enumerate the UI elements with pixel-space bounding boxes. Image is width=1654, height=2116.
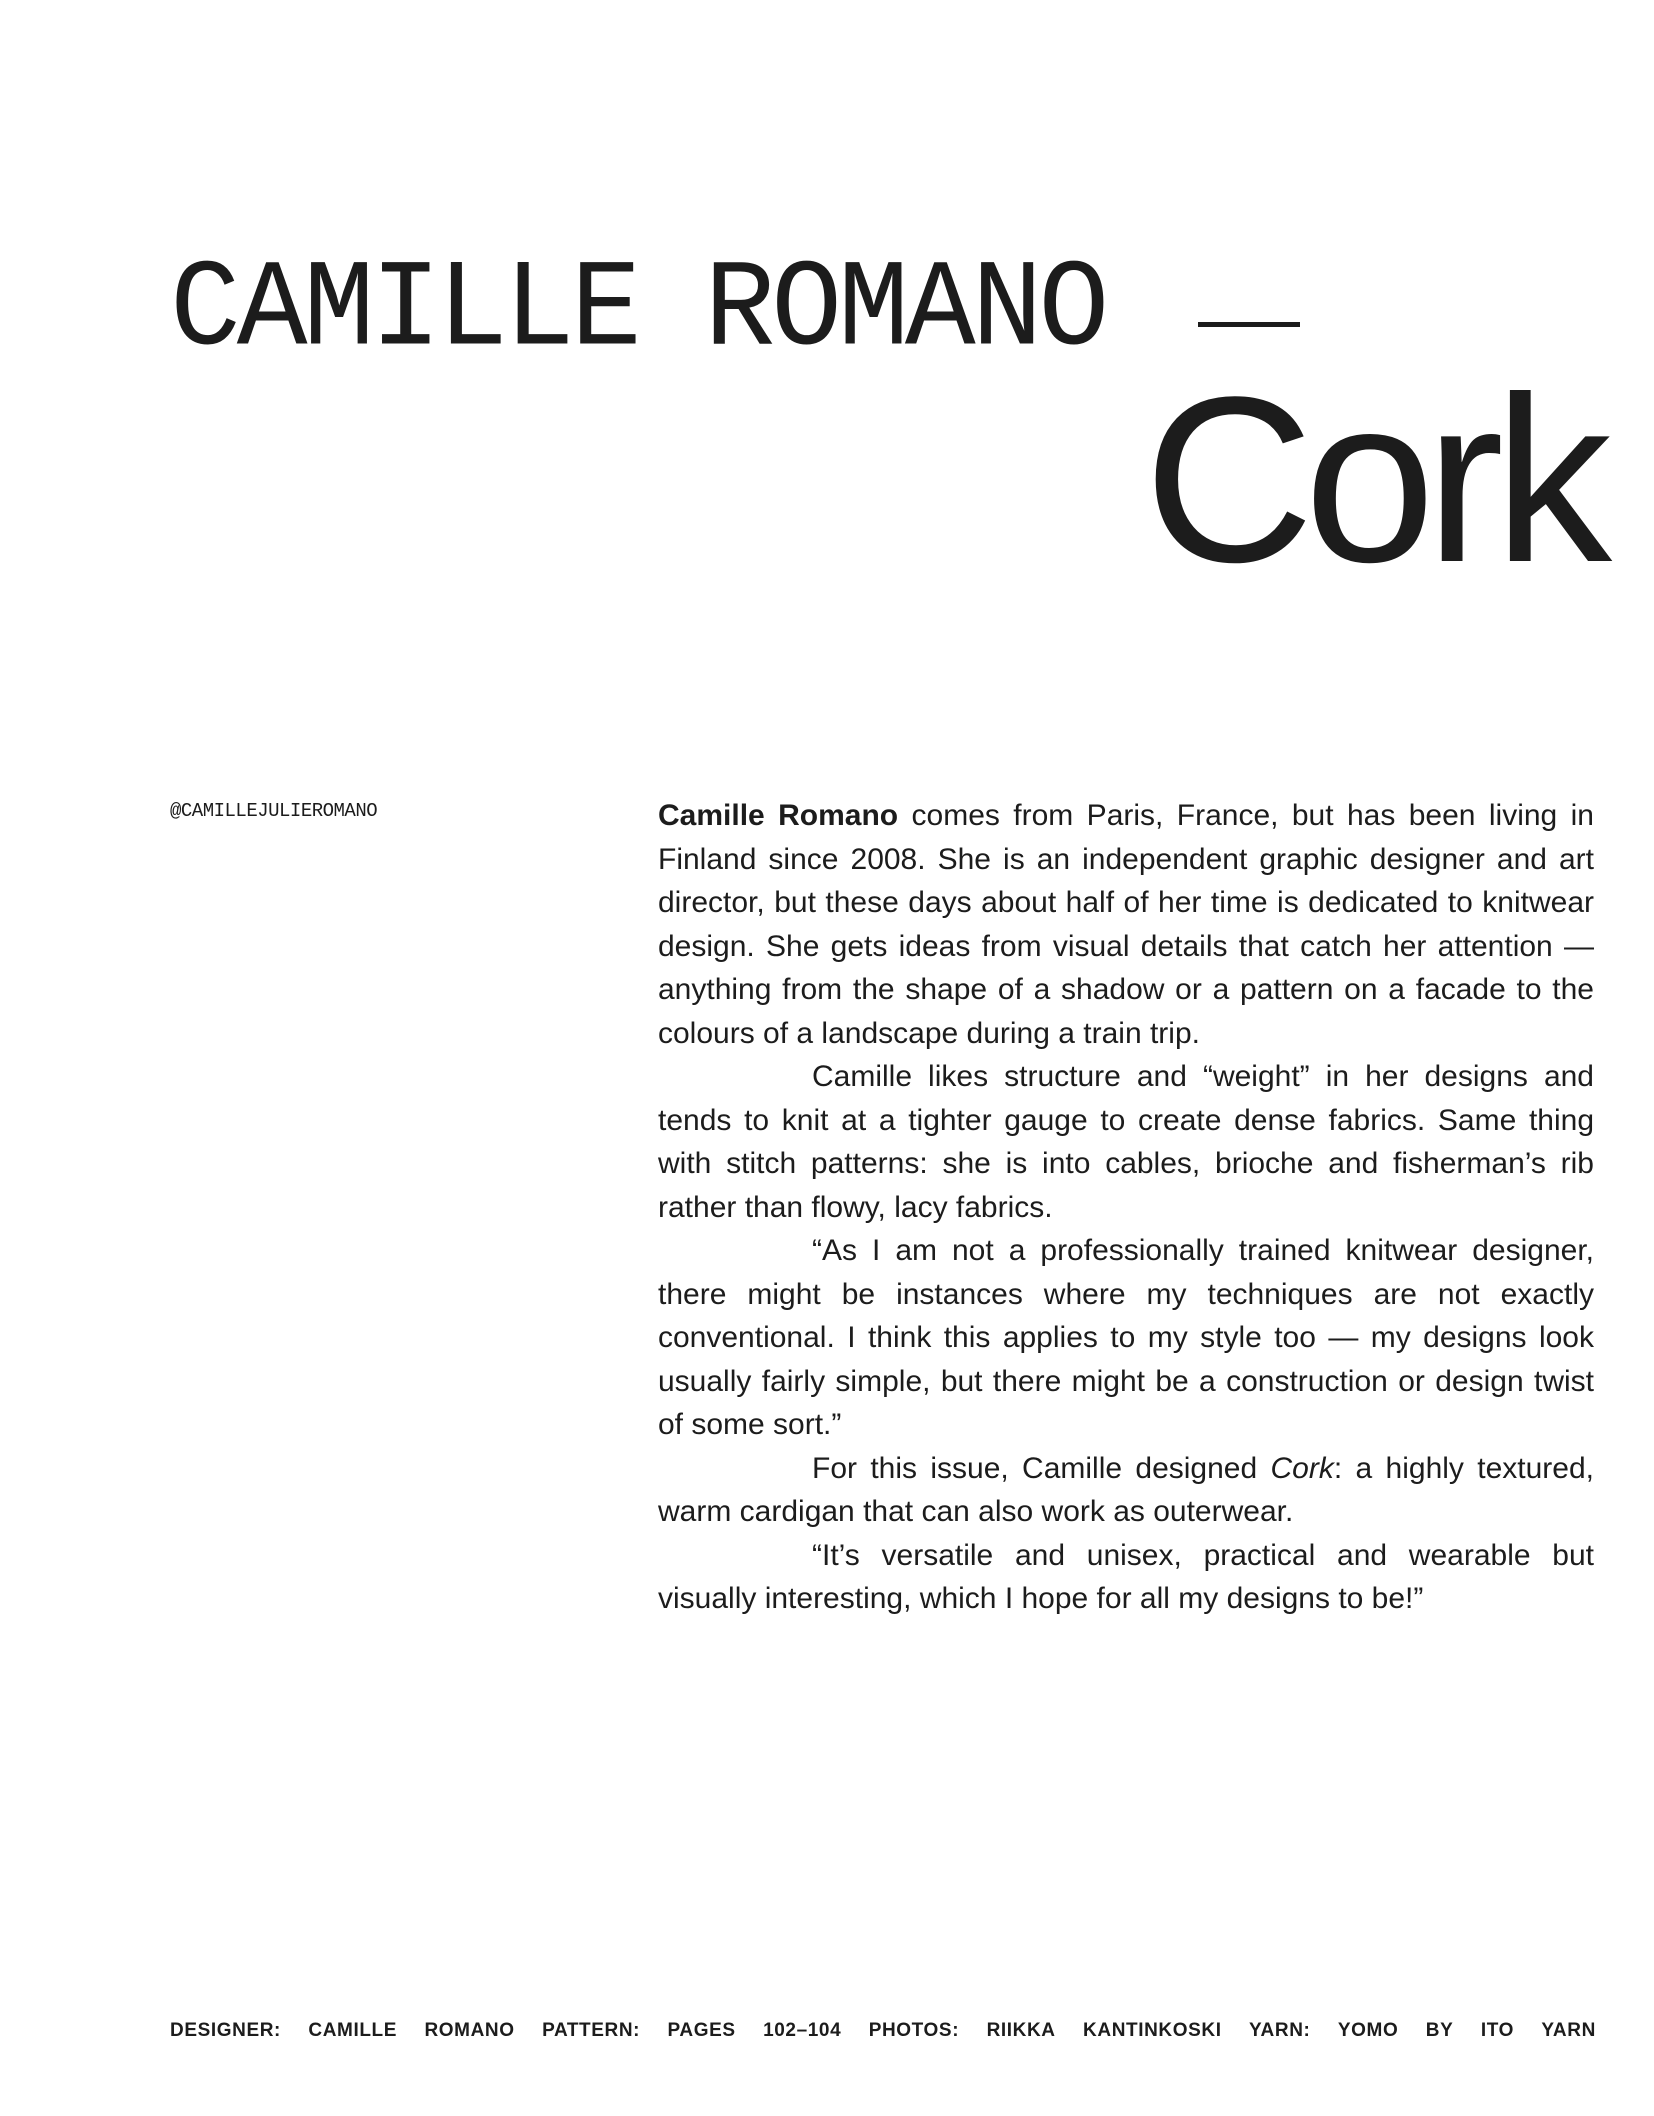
bio-paragraph-2: Camille likes structure and “weight” in her designs and tends to knit at a tighter gauge to create dense fabrics. Same thing with stitch patterns: she is into cables, brioche and fisherman’s rib rather than flowy, lacy fabrics. — [658, 1060, 1594, 1224]
credit-word: PATTERN: — [542, 2020, 641, 2041]
bio-paragraph-4-tail: : a highly textured, warm cardigan that can also work as outerwear. — [658, 1451, 1594, 1528]
credit-word: DESIGNER: — [170, 2020, 281, 2041]
bio-designer-name: Camille Romano — [658, 799, 899, 832]
credit-word: CAMILLE — [308, 2020, 398, 2041]
pattern-title: Cork — [1143, 348, 1602, 612]
social-handle: @CAMILLEJULIEROMANO — [170, 800, 378, 822]
title-dash — [1198, 322, 1300, 327]
credit-word: 102–104 — [763, 2020, 842, 2041]
credit-word: YOMO — [1337, 2020, 1399, 2041]
credit-word: ROMANO — [424, 2020, 515, 2041]
credit-word: BY — [1425, 2020, 1454, 2041]
bio-paragraph-3: “As I am not a professionally trained knitwear designer, there might be instances where my techniques are not exactly conventional. I think this applies to my style too — my designs look usually fairly simple, but there might be a construction or design twist of some sort.” — [658, 1234, 1594, 1441]
bio-paragraph-4-lead: For this issue, Camille designed — [812, 1451, 1271, 1485]
designer-name-heading: CAMILLE ROMANO — [170, 241, 1106, 382]
credits-line — [170, 2020, 1596, 2042]
designer-bio — [658, 794, 1594, 1621]
credit-word: PHOTOS: — [868, 2020, 960, 2041]
bio-pattern-name: Cork — [1270, 1451, 1334, 1485]
bio-paragraph-1-text: comes from Paris, France, but has been living in Finland since 2008. She is an independent graphic designer and art director, but these days about half of her time is dedicated to knitwear design. She gets ideas from visual details that catch her attention — anything from the shape of a shadow or a pattern on a facade to the colours of a landscape during a train trip. — [658, 799, 1594, 1050]
bio-paragraph-4 — [658, 1447, 1594, 1534]
bio-paragraph-5: “It’s versatile and unisex, practical and wearable but visually interesting, which I hope for all my designs to be!” — [658, 1538, 1594, 1615]
bio-paragraph-1 — [658, 794, 1594, 1055]
credit-word: YARN — [1541, 2020, 1596, 2041]
credit-word: ITO — [1480, 2020, 1514, 2041]
credit-word: KANTINKOSKI — [1083, 2020, 1222, 2041]
credit-word: PAGES — [667, 2020, 736, 2041]
credit-word: YARN: — [1249, 2020, 1311, 2041]
credit-word: RIIKKA — [986, 2020, 1056, 2041]
